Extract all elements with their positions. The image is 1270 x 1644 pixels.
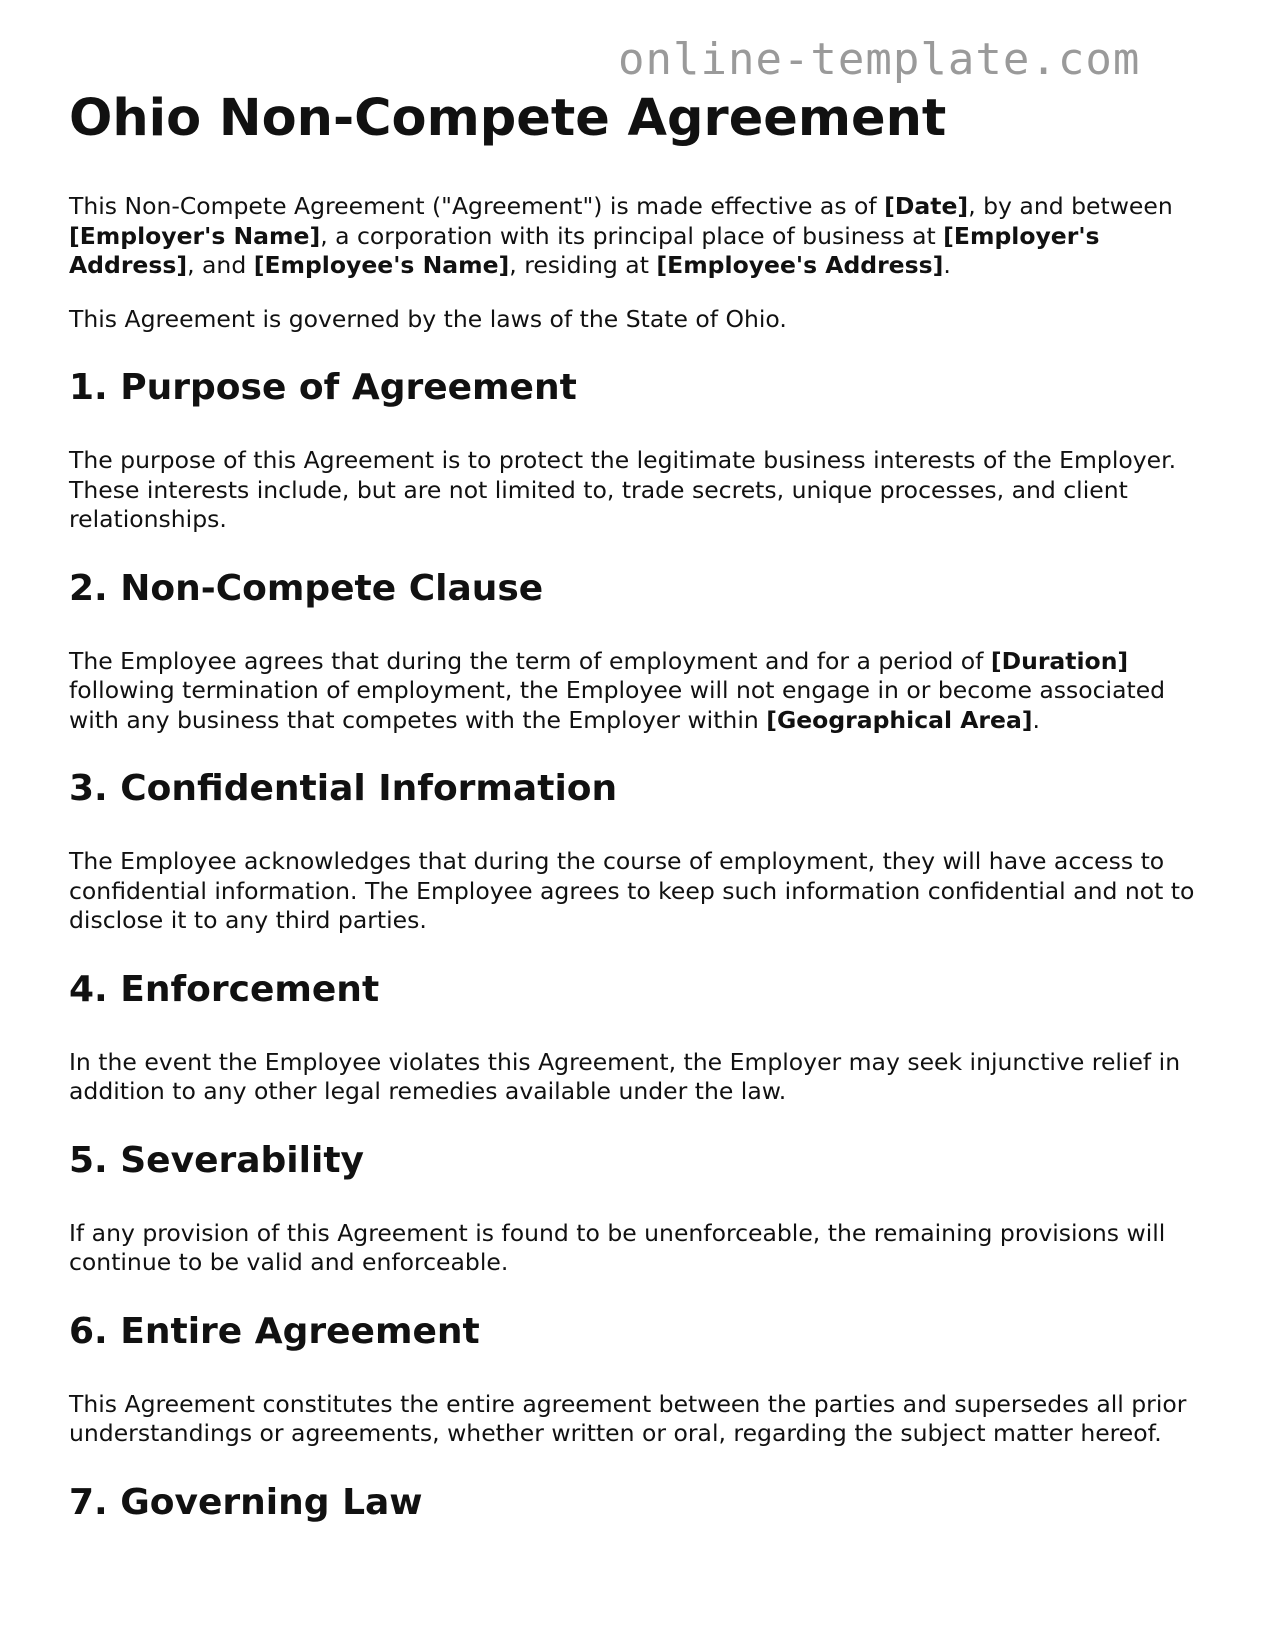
section-heading-purpose: 1. Purpose of Agreement — [69, 367, 577, 408]
section-heading-severability: 5. Severability — [69, 1139, 364, 1181]
noncompete-text-1: The Employee agrees that during the term of employment and for a period of — [69, 646, 991, 675]
section-heading-confidential: 3. Confidential Information — [69, 768, 618, 809]
noncompete-text-3: . — [1032, 705, 1041, 734]
geographical-area-placeholder: [Geographical Area] — [766, 705, 1033, 734]
intro-paragraph — [69, 192, 1209, 281]
section-text-purpose: The purpose of this Agreement is to protect the legitimate business interests of the Employer. These interests include, but are not limited to, trade secrets, unique processes, and client relationships. — [69, 446, 1177, 533]
section-text-enforcement: In the event the Employee violates this Agreement, the Employer may seek injunctive relief in addition to any other legal remedies available under the law. — [69, 1047, 1181, 1105]
document-title: Ohio Non-Compete Agreement — [69, 89, 947, 148]
date-placeholder: [Date] — [884, 192, 969, 220]
employee-name-placeholder: [Employee's Name] — [253, 251, 510, 279]
section-heading-governing: 7. Governing Law — [69, 1481, 423, 1523]
document-page — [69, 84, 1209, 1561]
duration-placeholder: [Duration] — [990, 646, 1129, 675]
section-heading-noncompete: 2. Non-Compete Clause — [69, 567, 544, 609]
intro-text-4: , and — [187, 251, 254, 279]
intro-text-6: . — [943, 251, 951, 279]
employee-address-placeholder: [Employee's Address] — [656, 251, 944, 279]
intro-text-3: , a corporation with its principal place of business at — [320, 221, 944, 250]
section-heading-entire: 6. Entire Agreement — [69, 1310, 480, 1352]
section-text-severability: If any provision of this Agreement is found to be unenforceable, the remaining provisions will continue to be valid and enforceable. — [69, 1218, 1166, 1276]
intro-text-5: , residing at — [509, 251, 657, 279]
intro-text-1: This Non-Compete Agreement ("Agreement") is made effective as of — [69, 192, 885, 220]
section-text-confidential: The Employee acknowledges that during the course of employment, they will have access to confidential information. The Employee agrees to keep such information confidential and not to disclose it to any third parties. — [69, 847, 1195, 934]
watermark: online-template.com — [618, 34, 1141, 85]
governed-paragraph: This Agreement is governed by the laws of the State of Ohio. — [69, 304, 787, 333]
noncompete-text-2: following termination of employment, the Employee will not engage in or become associated with any business that competes with the Employer within — [69, 676, 1166, 734]
section-heading-enforcement: 4. Enforcement — [69, 968, 380, 1010]
section-text-noncompete — [69, 647, 1209, 736]
employer-address-placeholder: [Employer's Address] — [69, 221, 1100, 279]
intro-text-2: , by and between — [968, 192, 1173, 220]
employer-name-placeholder: [Employer's Name] — [69, 221, 321, 250]
section-text-entire: This Agreement constitutes the entire agreement between the parties and supersedes all prior understandings or agreements, whether written or oral, regarding the subject matter hereof. — [69, 1389, 1187, 1447]
